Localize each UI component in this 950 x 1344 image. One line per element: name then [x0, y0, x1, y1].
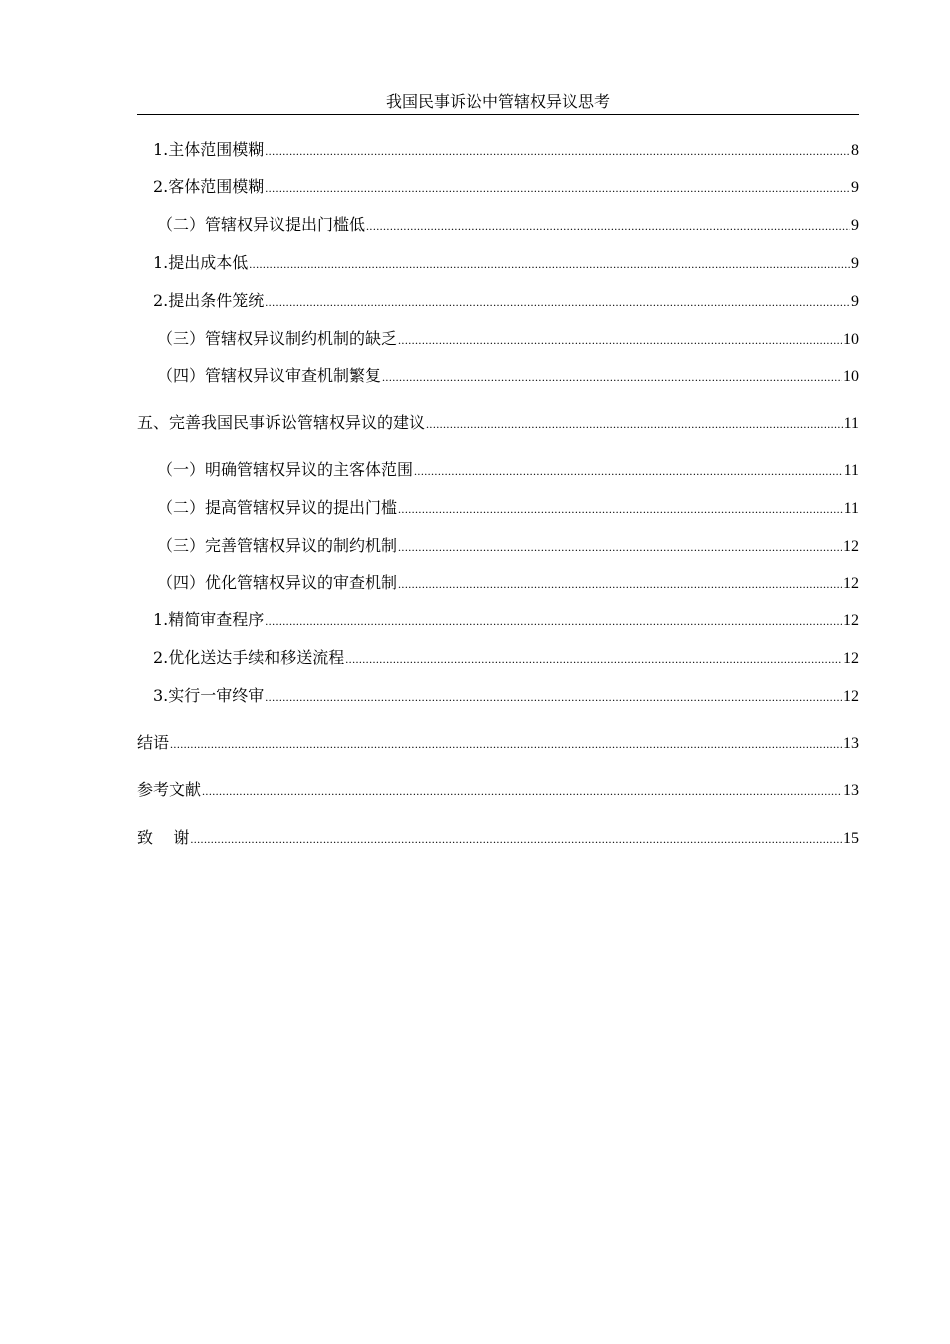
- toc-entry-label: （三）管辖权异议制约机制的缺乏: [157, 329, 398, 348]
- toc-page-number: 11: [843, 462, 859, 479]
- toc-dot-leader: [265, 685, 842, 709]
- toc-page-number: 13: [843, 782, 859, 799]
- toc-dot-leader: [265, 176, 850, 200]
- document-title: 我国民事诉讼中管辖权异议思考: [385, 92, 610, 111]
- toc-entry-label: （二）提高管辖权异议的提出门槛: [157, 498, 398, 517]
- toc-dot-leader: [426, 412, 843, 436]
- toc-entry-label: 五、完善我国民事诉讼管辖权异议的建议: [137, 413, 426, 432]
- toc-dot-leader: [398, 535, 842, 559]
- toc-dot-leader: [382, 365, 842, 389]
- toc-page-number: 9: [851, 293, 859, 310]
- toc-page-number: 9: [851, 217, 859, 234]
- table-of-contents: [137, 0, 859, 1344]
- toc-entry[interactable]: [137, 251, 859, 275]
- toc-page-number: 12: [843, 538, 859, 555]
- toc-entry[interactable]: [137, 289, 859, 313]
- toc-entry[interactable]: [137, 571, 859, 595]
- toc-dot-leader: [249, 252, 850, 276]
- toc-page-number: 12: [843, 575, 859, 592]
- toc-page-number: 12: [843, 612, 859, 629]
- toc-dot-leader: [190, 827, 842, 851]
- toc-entry[interactable]: [137, 731, 859, 755]
- toc-entry[interactable]: [137, 138, 859, 162]
- toc-page-number: 11: [843, 415, 859, 432]
- toc-entry-label: 3.实行一审终审: [153, 686, 265, 705]
- toc-dot-leader: [265, 609, 842, 633]
- toc-dot-leader: [398, 328, 842, 352]
- toc-dot-leader: [170, 732, 842, 756]
- toc-entry-label: 致 谢: [137, 828, 190, 847]
- toc-entry[interactable]: [137, 411, 859, 435]
- toc-entry[interactable]: [137, 534, 859, 558]
- toc-entry-label: 参考文献: [137, 780, 202, 799]
- toc-entry[interactable]: [137, 826, 859, 850]
- toc-dot-leader: [265, 139, 850, 163]
- toc-entry[interactable]: [137, 778, 859, 802]
- toc-dot-leader: [202, 779, 842, 803]
- toc-page-number: 11: [843, 500, 859, 517]
- toc-entry-label: （二）管辖权异议提出门槛低: [157, 215, 366, 234]
- toc-entry-label: 1.主体范围模糊: [153, 140, 265, 159]
- toc-entry[interactable]: [137, 684, 859, 708]
- toc-dot-leader: [414, 459, 843, 483]
- toc-entry-label: 2.提出条件笼统: [153, 291, 265, 310]
- toc-entry[interactable]: [137, 327, 859, 351]
- toc-entry-label: （四）管辖权异议审查机制繁复: [157, 366, 382, 385]
- toc-page-number: 10: [843, 368, 859, 385]
- toc-entry-label: （一）明确管辖权异议的主客体范围: [157, 460, 414, 479]
- toc-entry[interactable]: [137, 175, 859, 199]
- toc-dot-leader: [345, 647, 842, 671]
- toc-dot-leader: [366, 214, 850, 238]
- toc-page-number: 15: [843, 830, 859, 847]
- toc-entry[interactable]: [137, 213, 859, 237]
- toc-entry[interactable]: [137, 496, 859, 520]
- toc-entry-label: （四）优化管辖权异议的审查机制: [157, 573, 398, 592]
- toc-page-number: 12: [843, 650, 859, 667]
- toc-entry[interactable]: [137, 364, 859, 388]
- toc-dot-leader: [398, 572, 842, 596]
- toc-entry-label: 1.提出成本低: [153, 253, 249, 272]
- toc-entry-label: 2.客体范围模糊: [153, 177, 265, 196]
- toc-entry-label: 2.优化送达手续和移送流程: [153, 648, 345, 667]
- toc-entry-label: 结语: [137, 733, 170, 752]
- toc-entry-label: 1.精简审查程序: [153, 610, 265, 629]
- toc-page-number: 9: [851, 255, 859, 272]
- toc-entry[interactable]: [137, 646, 859, 670]
- toc-dot-leader: [398, 497, 843, 521]
- toc-page-number: 9: [851, 179, 859, 196]
- toc-page-number: 10: [843, 331, 859, 348]
- toc-dot-leader: [265, 290, 850, 314]
- toc-page-number: 13: [843, 735, 859, 752]
- toc-page-number: 12: [843, 688, 859, 705]
- toc-entry-label: （三）完善管辖权异议的制约机制: [157, 536, 398, 555]
- toc-entry[interactable]: [137, 458, 859, 482]
- toc-entry[interactable]: [137, 608, 859, 632]
- toc-page-number: 8: [851, 142, 859, 159]
